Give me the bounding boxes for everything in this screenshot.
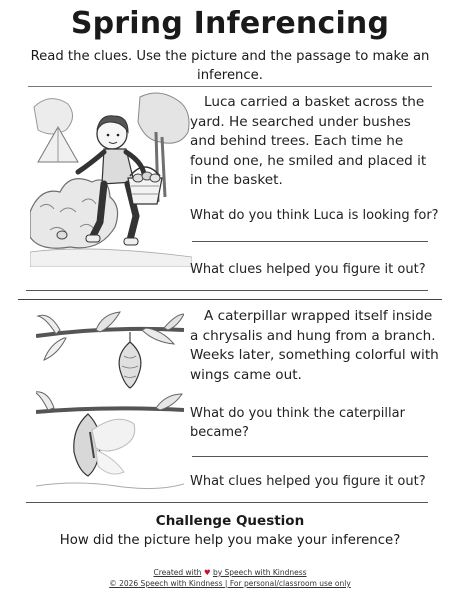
copyright-line: [0, 579, 460, 588]
answer-line[interactable]: [192, 456, 428, 457]
copyright-text: © 2026 Speech with Kindness | For personal/classroom use only: [109, 579, 351, 588]
question-2a: What do you think the caterpillar became?: [190, 406, 405, 440]
boy-with-basket-illustration: [30, 92, 192, 267]
answer-line[interactable]: [26, 502, 428, 503]
credit-link[interactable]: by Speech with Kindness: [212, 568, 307, 577]
challenge-heading: Challenge Question: [155, 513, 305, 529]
heart-icon: ♥: [203, 568, 211, 577]
question-1a: What do you think Luca is looking for?: [190, 208, 439, 223]
page-title: Spring Inferencing: [70, 6, 390, 41]
passage-1: Luca carried a basket across the yard. He searched under bushes and behind trees. Each time he found one, he smiled and placed it in the basket.: [190, 94, 427, 188]
credit-prefix: Created with: [153, 568, 202, 577]
credit-line: [0, 568, 460, 577]
question-1b: What clues helped you figure it out?: [190, 262, 426, 277]
divider: [18, 299, 442, 300]
instructions: Read the clues. Use the picture and the passage to make an inference.: [30, 49, 430, 83]
answer-line[interactable]: [26, 290, 428, 291]
passage-2: A caterpillar wrapped itself inside a chrysalis and hung from a branch. Weeks later, something colorful with wings came out.: [190, 308, 439, 383]
question-2b: What clues helped you figure it out?: [190, 474, 426, 489]
divider: [28, 86, 432, 87]
chrysalis-illustration: [36, 308, 184, 492]
answer-line[interactable]: [192, 241, 428, 242]
challenge-question: How did the picture help you make your inference?: [59, 533, 401, 548]
